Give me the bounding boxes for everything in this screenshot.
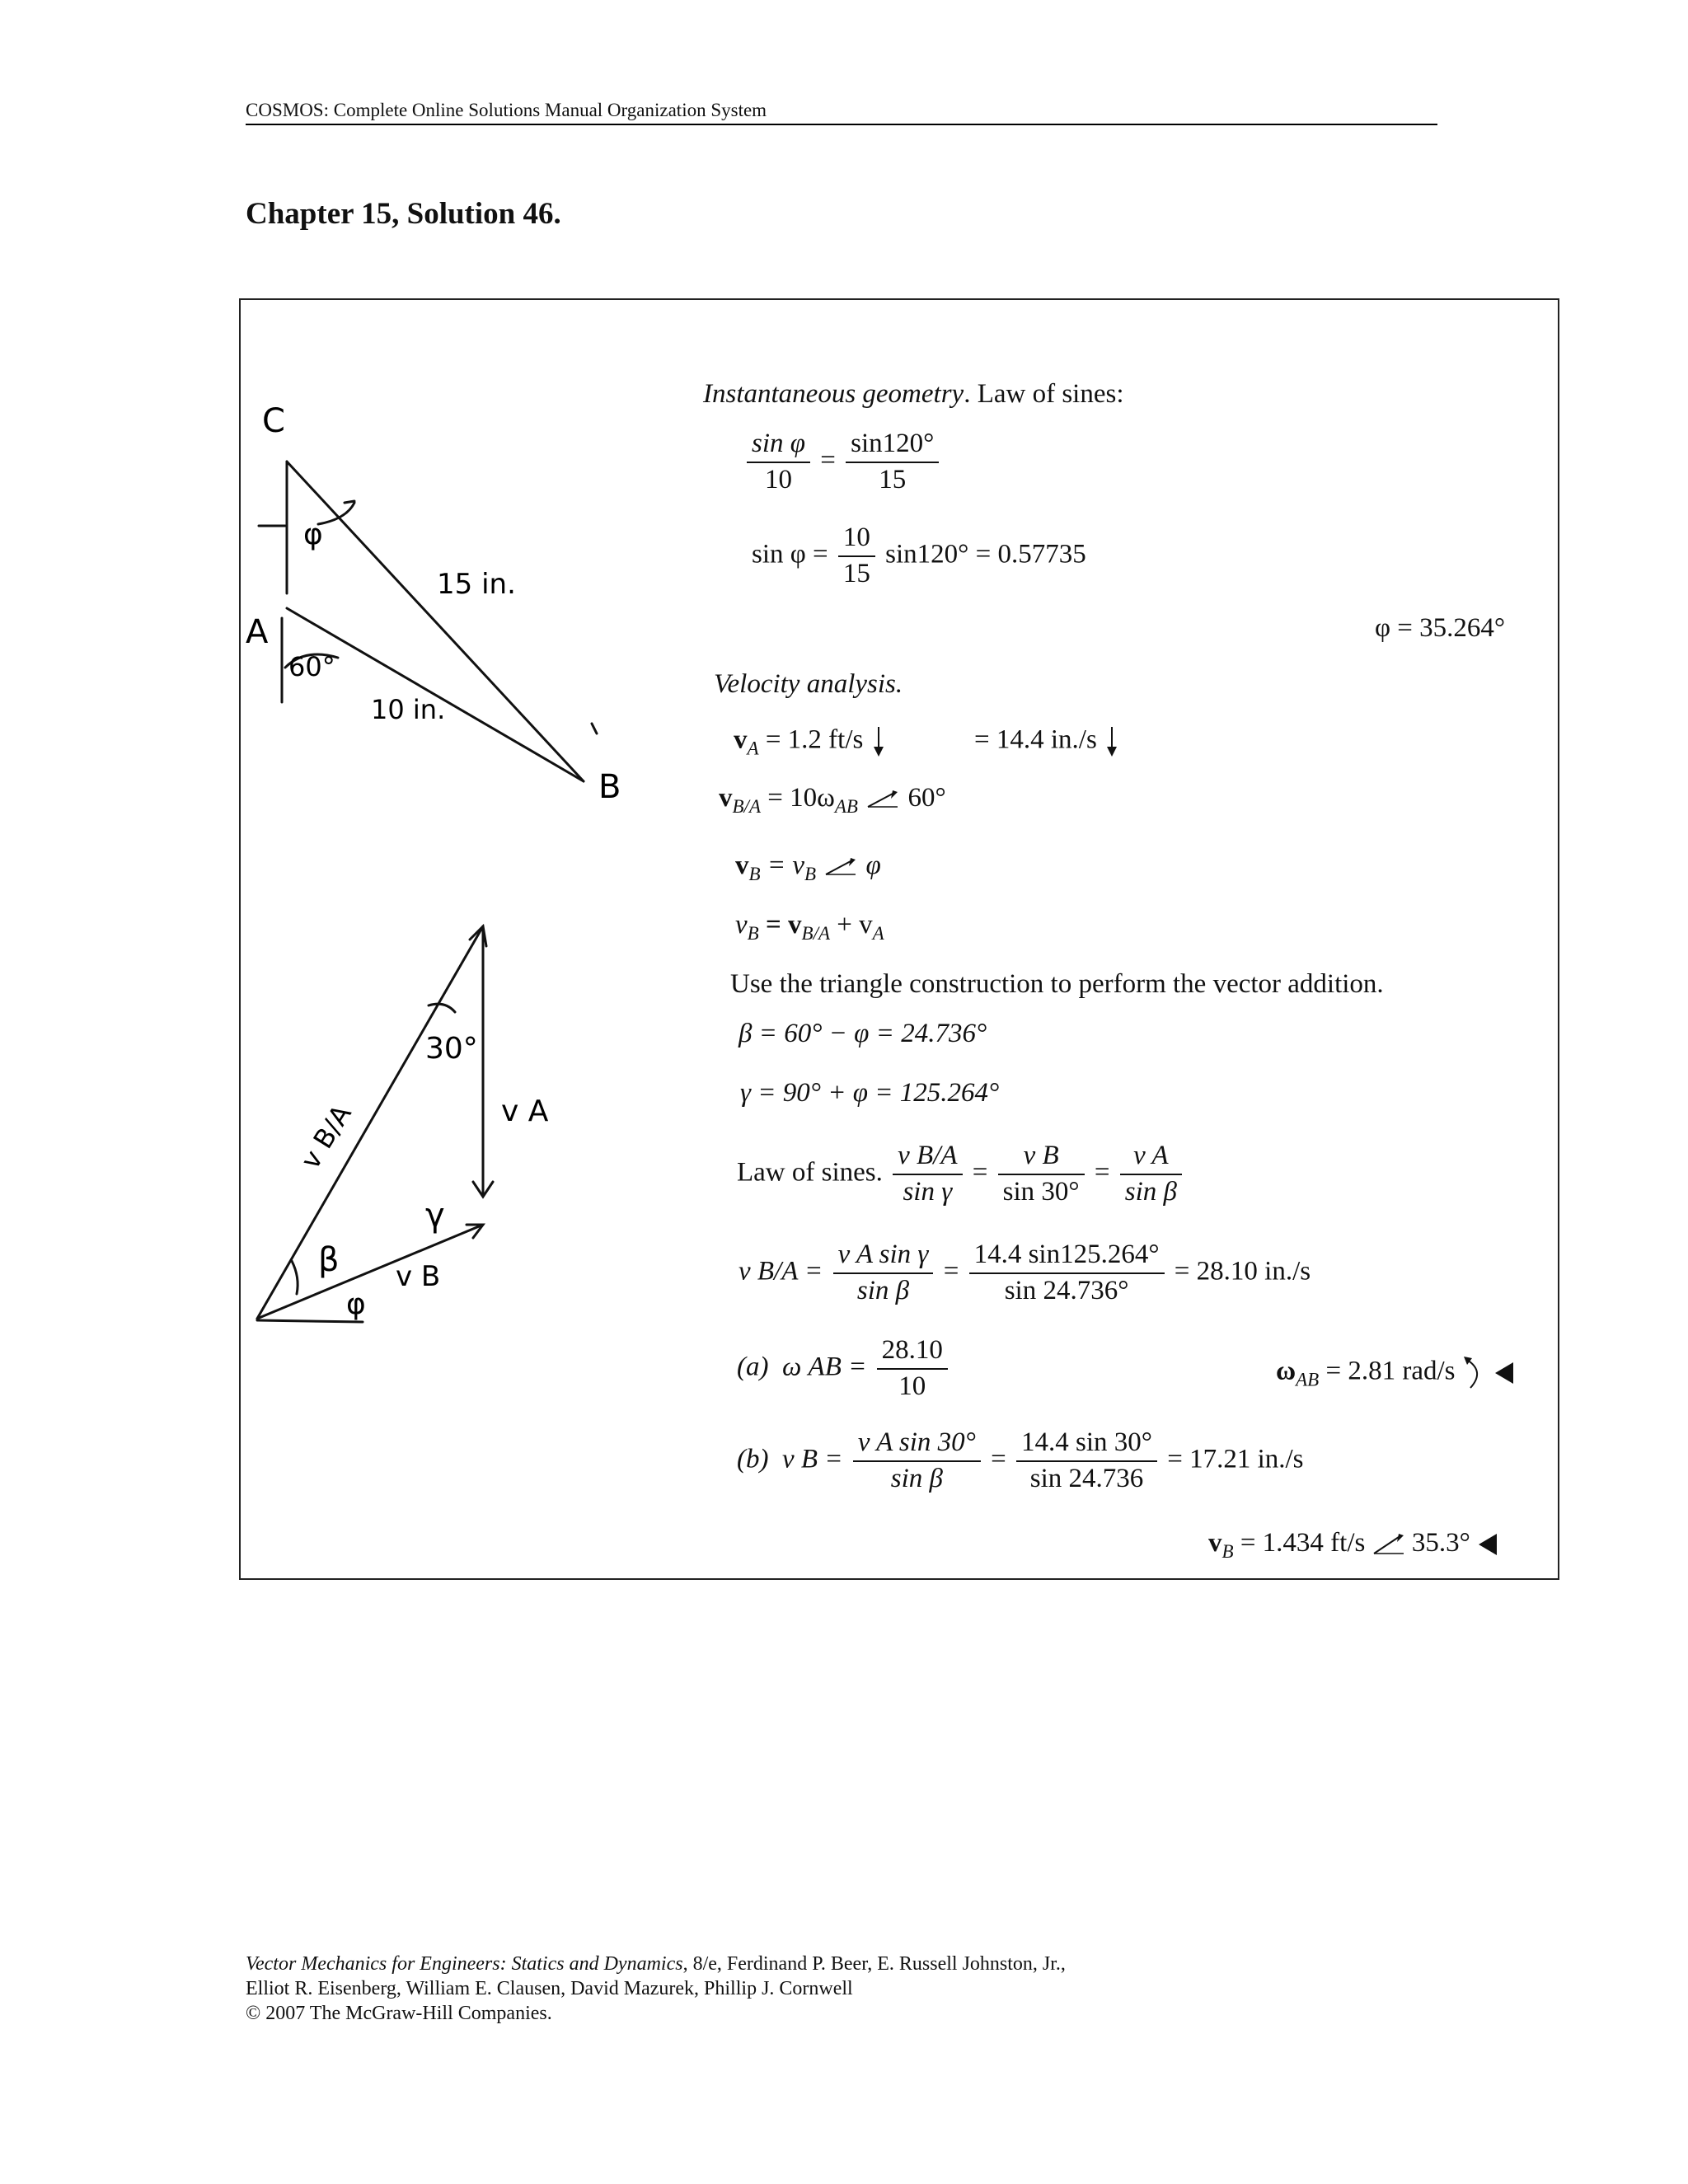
triangle-instruction: Use the triangle construction to perform the vector addition.: [730, 969, 1384, 999]
vector-vba: [257, 926, 483, 1319]
geometry-sketch: [239, 396, 651, 824]
vb-line: $v_B = v_B$ φ: [735, 851, 881, 884]
header-text: COSMOS: Complete Online Solutions Manual Organization System: [246, 100, 767, 120]
clockwise-rotation-icon: [1462, 1355, 1487, 1391]
part-b-calculation: (b) v B = $\frac{\text{v A sin 30°}}{\text{sin β}}$ = $\frac{14.4 \sin 30^\circ}{\sin 24.736}$ = 17.21 in./s: [737, 1427, 1304, 1493]
velocity-heading: Velocity analysis.: [714, 669, 903, 699]
label-vb: v B: [396, 1260, 441, 1293]
answer-marker-icon: [1493, 1361, 1515, 1385]
angle-arrow-icon: [823, 855, 859, 879]
label-b: B: [598, 768, 621, 806]
sin-phi-eq: sin φ = $\frac{10}{15}$ sin120° = 0.57735: [752, 523, 1086, 588]
beta-arc: [292, 1261, 298, 1294]
footer-line-1: Vector Mechanics for Engineers: Statics and Dynamics, 8/e, Ferdinand P. Beer, E. Russell Johnston, Jr.,: [246, 1953, 1066, 1975]
law-of-sines-velocity: Law of sines. $\frac{\text{v B/A}}{\text{sin γ}}$ = $\frac{\text{v B}}{\sin 30^\circ}$ = $\frac{\text{v A}}{\text{sin β}}$: [737, 1141, 1185, 1208]
omega-ab-answer: $\omega_{AB} = 2.81$ rad/s: [1276, 1355, 1515, 1391]
rod-cb: [287, 462, 584, 781]
tick-mark: [592, 724, 597, 733]
angle-30-arc: [429, 1004, 455, 1012]
label-phi-2: φ: [346, 1287, 366, 1321]
velocity-triangle-sketch: [239, 915, 602, 1343]
down-arrow-icon: [1104, 725, 1120, 758]
beta-line: β = 60° − φ = 24.736°: [738, 1019, 987, 1048]
label-30: 30°: [425, 1032, 478, 1066]
footer-citation: [246, 1952, 1066, 2026]
down-arrow-icon: [870, 725, 887, 758]
label-gamma: γ: [425, 1197, 445, 1235]
angle-arrow-icon: [865, 787, 901, 812]
phi-arrowhead: [345, 501, 354, 503]
part-a-calculation: (a) ω AB = $\frac{28.10}{10}$: [737, 1335, 951, 1403]
gamma-line: γ = 90° + φ = 125.264°: [740, 1078, 1000, 1108]
vb-answer: $v_B = 1.434$ ft/s 35.3°: [1208, 1530, 1498, 1561]
label-60: 60°: [288, 651, 335, 682]
footer-line-2: Elliot R. Eisenberg, William E. Clausen, David Mazurek, Phillip J. Cornwell: [246, 1978, 853, 1999]
va-line: $v_A = 1.2$ ft/s: [734, 725, 887, 758]
header-line: [246, 97, 1437, 125]
label-vba: v B/A: [294, 1099, 358, 1174]
label-10in: 10 in.: [371, 694, 446, 725]
label-a: A: [246, 613, 269, 651]
label-beta: β: [318, 1241, 340, 1279]
angle-arrow-icon: [1372, 1532, 1405, 1557]
answer-marker-icon: [1477, 1532, 1498, 1557]
vector-vb: [257, 1225, 483, 1319]
page-title: Chapter 15, Solution 46.: [246, 197, 561, 231]
geom-heading: Instantaneous geometry. Law of sines:: [703, 379, 1124, 409]
vba-line: $v_{B/A} = 10\omega_{AB}$ 60°: [719, 783, 946, 817]
law-of-sines-eq: $\frac{\text{sin φ}}{10}$ = $\frac{\sin 120^\circ}{15}$: [743, 429, 942, 496]
label-c: C: [262, 402, 285, 440]
footer-line-3: © 2007 The McGraw-Hill Companies.: [246, 2003, 552, 2024]
vba-calculation: v B/A = $\frac{\text{v A sin γ}}{\text{sin β}}$ = $\frac{14.4 \sin 125.264^\circ}{\sin 24.736^\circ}$ = 28.10 in./s: [738, 1240, 1311, 1305]
phi-result: φ = 35.264°: [1375, 613, 1506, 643]
label-phi: φ: [303, 518, 323, 551]
label-15in: 15 in.: [437, 568, 516, 601]
label-va: v A: [501, 1094, 549, 1128]
va-converted: = 14.4 in./s: [974, 725, 1120, 758]
vector-sum-line: $v_B = v_{B/A} + v_A$: [735, 910, 884, 944]
